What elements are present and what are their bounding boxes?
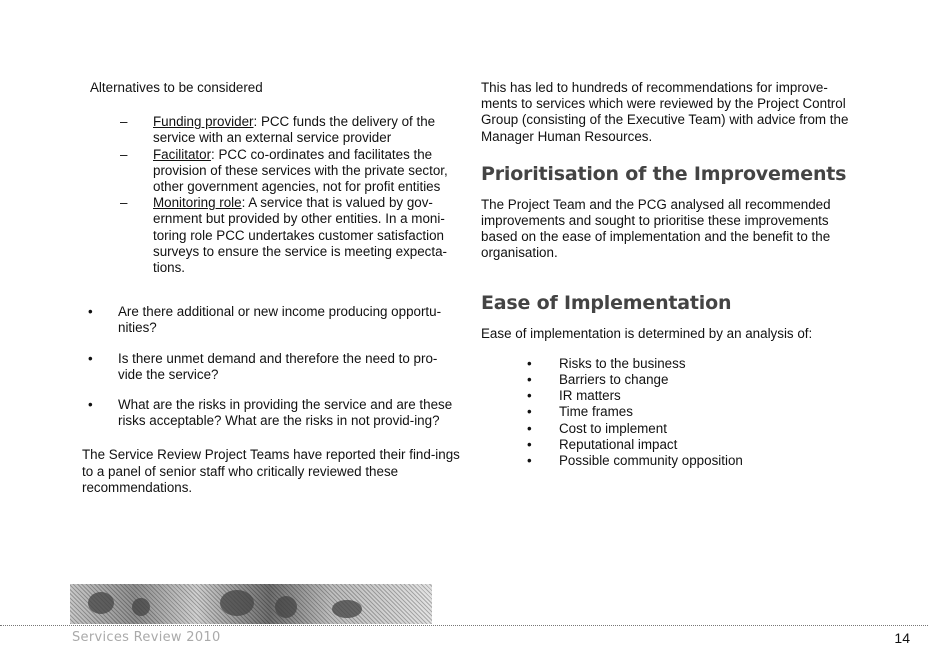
alternative-text: : PCC co-ordinates and facilitates the provision of these services with the private sector, other government agencies, not for profit entities — [153, 146, 448, 195]
right-column — [481, 80, 857, 469]
ease-paragraph: Ease of implementation is determined by an analysis of: — [481, 325, 813, 341]
list-item — [82, 351, 460, 383]
factors-list — [481, 356, 857, 469]
section-heading-ease: Ease of Implementation — [481, 291, 732, 314]
banner-figure — [275, 596, 297, 618]
bullet-marker: • — [527, 453, 532, 469]
list-item — [82, 304, 460, 336]
question-text: What are the risks in providing the service and are these risks acceptable? What are the risks in not provid-ing? — [118, 397, 453, 429]
bullet-marker: • — [527, 436, 532, 452]
dash-marker: – — [120, 114, 128, 130]
list-item — [82, 114, 460, 146]
dash-marker: – — [120, 146, 128, 162]
left-column — [82, 80, 460, 496]
footer-banner-image — [70, 584, 432, 624]
page-number: 14 — [894, 630, 910, 646]
banner-figure — [132, 598, 150, 616]
list-item — [82, 397, 460, 429]
banner-figure — [88, 592, 114, 614]
alternative-text: : PCC funds the delivery of the service with an external service provider — [153, 114, 436, 146]
question-text: Is there unmet demand and therefore the need to pro-vide the service? — [118, 350, 438, 382]
factor-text: Time frames — [559, 404, 633, 420]
alternatives-list — [82, 114, 460, 276]
alternative-term: Monitoring role — [153, 195, 242, 211]
factor-text: Possible community opposition — [559, 453, 743, 469]
factor-text: Risks to the business — [559, 355, 686, 371]
alternatives-title: Alternatives to be considered — [90, 80, 263, 95]
questions-list — [82, 304, 460, 429]
dash-marker: – — [120, 195, 128, 211]
bullet-marker: • — [88, 350, 93, 366]
bullet-marker: • — [527, 372, 532, 388]
banner-figure — [332, 600, 362, 618]
prioritisation-paragraph: The Project Team and the PCG analysed all recommended improvements and sought to prioritise these improvements based on the ease of implementation and the benefit to the organisation. — [481, 196, 831, 261]
bullet-marker: • — [527, 388, 532, 404]
list-item — [481, 372, 857, 388]
bullet-marker: • — [527, 420, 532, 436]
bullet-marker: • — [527, 404, 532, 420]
list-item — [82, 147, 460, 196]
footer-title: Services Review 2010 — [72, 630, 221, 645]
alternative-term: Facilitator — [153, 146, 212, 162]
footer-divider — [0, 625, 928, 626]
bullet-marker: • — [88, 397, 93, 413]
list-item — [481, 421, 857, 437]
list-item — [82, 195, 460, 276]
factor-text: Cost to implement — [559, 420, 667, 436]
list-item — [481, 404, 857, 420]
list-item — [481, 356, 857, 372]
closing-paragraph: The Service Review Project Teams have reported their find-ings to a panel of senior staff who critically reviewed these recommendations. — [82, 447, 460, 495]
banner-figure — [220, 590, 254, 616]
bullet-marker: • — [527, 355, 532, 371]
list-item — [481, 388, 857, 404]
alternative-text: : A service that is valued by gov-ernment but provided by other entities. In a moni-toring role PCC undertakes customer satisfaction surveys to ensure the service is meeting expecta-tions. — [153, 195, 447, 276]
bullet-marker: • — [88, 304, 93, 320]
factor-text: IR matters — [559, 388, 621, 404]
factor-text: Reputational impact — [559, 436, 678, 452]
question-text: Are there additional or new income producing opportu-nities? — [118, 304, 442, 336]
list-item — [481, 437, 857, 453]
intro-paragraph: This has led to hundreds of recommendations for improve-ments to services which were reviewed by the Project Control Group (consisting of the Executive Team) with advice from the Manager Human Resources. — [481, 80, 849, 144]
section-heading-prioritisation: Prioritisation of the Improvements — [481, 162, 847, 185]
factor-text: Barriers to change — [559, 372, 669, 388]
alternative-term: Funding provider — [153, 114, 254, 130]
list-item — [481, 453, 857, 469]
